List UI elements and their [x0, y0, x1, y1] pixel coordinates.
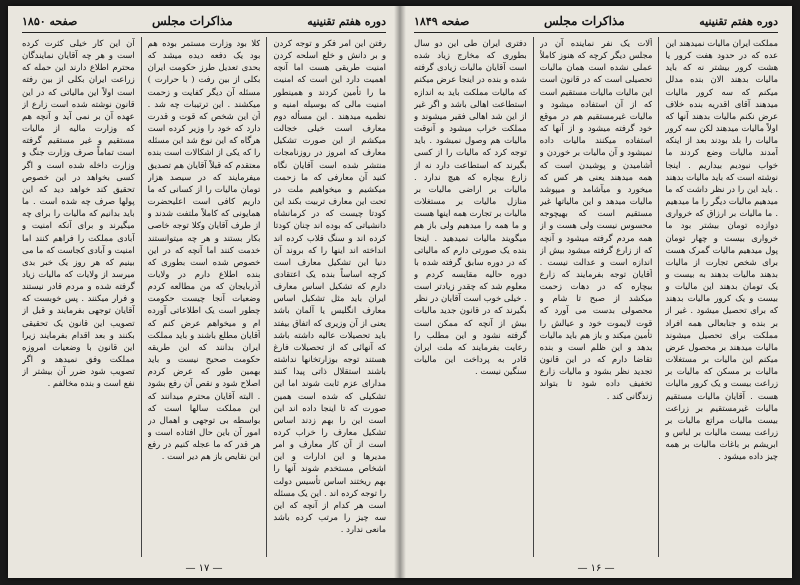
right-column-left: دفتری ایران طی این دو سال بطوری که مخارج زیاد شده است آقایان مالیات زیادی گرفته شده و بنده در اینجا عرض میکنم که مالیات مملکت باید به اندازه استطاعت اهالی باشد و اگر غیر از این شد اهالی فقیر میشوند و مملکت خراب میشود و آنوقت مالیات هم وصول نمیشود . باید توجه کرد که مالیات را از کسی بگیرند که استطاعت دارد نه از زارع بیچاره که هیچ ندارد . مالیات بر اراضی مالیات بر منازل مالیات بر مستغلات مالیات بر تجارت همه اینها هست و ما همه را میدهیم ولی باز هم میگویند مالیات نمیدهید . اینجا بنده یک صورتی دارم که مالیاتی که در دوره سابق گرفته شده با دوره حالیه مقایسه کردم و معلوم شد که چقدر زیادتر است . خیلی خوب است آقایان در نظر بگیرند که در قانون جدید مالیات بیش از آنچه که ممکن است گرفته نشود و این مطلب را رعایت بفرمایند که ملت ایران قادر به پرداخت این مالیات سنگین نیست .: [413, 38, 527, 377]
column-divider: [141, 37, 142, 557]
right-page: [400, 6, 792, 578]
book-spread: [8, 6, 792, 578]
left-page: [8, 6, 400, 578]
left-header-title: مذاکرات مجلس: [151, 14, 233, 28]
left-column-right: رفتن این امر فکر و توجه کردن و بر دانش و خلع اسلحه کردن امنیت طریقی هست اما آنچه اهمیت دارد این است که امنیت ما را تأمین کردند و همینطور امنیت مالی که بوسیله امنیه و نظمیه میدهند . این مسأله دوم معارف است خیلی خجالت میکشم از این صورت تشکیل معارف که امروز در روزنامجات منتشر شده است آقایان نگاه کنید آن معارفی که ما زحمت میکشیم و میخواهیم ملت در تحت این معارف تربیت بکند این کودتا چیست که در کرمانشاه دانشیاتی که بوده اند چنان کودتا کرده اند و سنگ قلاب کرده اند انداخته اند اینها را که بروند آن دنیا این تشکیل معارف است کرچه اساساً بنده یک اعتقادی دارم که تشکیل اساس معارف ایران باید مثل تشکیل اساس معارف انگلیس یا آلمان باشد یعنی از آن وزیری که اتفاق بیفتد باید تحصیلات عالیه داشته باشد که آنهائی که از تحصیلات فارغ هستند توجه بوزارتخانها نداشته باشند استقلال ذاتی پیدا کنند مدارای عزم ثابت شوند اما این تشکیلی که شده است همین صورت که تا اینجا داده اند این است این را بهم زدند اساس تشکیل معارف را خراب کرده است از آن کار معارف و امر مدیرها و این ادارات و این اشخاص مستخدم شوند آنها را بهم ریختند اساس تأسیس دولت را توجه کرده اند . این یک مسئله است هر کدام از آنچه که این سه چیز را مرتب کرده باشد مانعی ندارد .: [273, 38, 386, 535]
left-page-number: صفحه ۱۸۵۰: [22, 15, 78, 28]
book-gutter: [394, 6, 406, 578]
right-session-label: دوره هفتم تقنینیه: [699, 15, 778, 28]
right-columns: [414, 37, 778, 557]
right-page-number: صفحه ۱۸۴۹: [414, 15, 470, 28]
left-session-label: دوره هفتم تقنینیه: [307, 15, 386, 28]
right-running-header: [414, 14, 778, 33]
column-divider: [266, 37, 267, 557]
right-column-right: مملکت ایران مالیات نمیدهند این عده که در حدود هفت کرور یا هشت کرور بیشتر نه که باید مالیات بدهند الان بنده مدلل میکنم که سه کرور مالیات میدهند آقای اقدریه بنده خلاف عرض نکنم مالیات بدهند آنها که اولاً مالیات میدهند لکن سه کرور مالیات را بلد بودند بعد از اینکه آمدند مالیات وضع کردند ما خواب نبودیم بیداریم . اینجا نوشته است که باید مالیات بدهند . باید این را در نظر داشت که ما میدهیم مالیات دیگر را ما میدهیم . ما مالیات بر ارزاق که خرواری دوازده تومان بیشتر بود ما خرواری بیست و چهار تومان پول میدهیم مالیات گمرک هست برای شخص تجارت از مالیات بدهند مالیات بدهند به بیست و یک تومان بدهند این مالیات و بیست و یک کرور مالیات بدهند که برای تحصیل میشود . غیر از بر بنده و جنابعالی همه افراد مملکت برای تحصیل میشوند مالیات میدهند بر محصول عرض میکنم این مالیات بر مستغلات مالیات بر مسکن که مالیات بر زراعت بیست و یک کرور مالیات هست . آقایان مالیات مستقیم مالیات غیرمستقیم بر زراعت بیست مالیات مراتع مالیات بر زراعت بیست مالیات بر لباس و ابریشم بر باغات مالیات بر همه چیز داده میشود .: [665, 38, 778, 462]
right-header-title: مذاکرات مجلس: [543, 14, 625, 28]
left-column-left: آن این کار خیلی کثرت کرده است و هر چه آقایان نمایندگان محترم اطلاع دارند این حمله که زراعت ایران بکلی از بین رفته است اولاً این مالیاتی که در این قانون نوشته شده است زارع از عهده آن بر نمی آید و آنچه هم که وزارت مالیه از مالیات مستقیم و غیر مستقیم گرفته است تماماً صرف وزارت جنگ و وزارت داخله شده است و اگر کسی بخواهد در این خصوص تحقیق کند خواهد دید که این پولها صرف چه شده است . ما باید بدانیم که مالیات را برای چه میگیرند و برای آنکه امنیت و آبادی مملکت را فراهم کنند اما امنیت و آبادی کجاست که ما می بینیم که هر روز یک خبر بدی میرسد از ولایات که مالیات زیاد گرفته شده و مردم قادر نیستند و فرار میکنند . پس خوبست که آقایان توجهی بفرمایند و قبل از تصویب این قانون یک تحقیقی بکنند و بعد اقدام بفرمایند زیرا این قانون با وضعیات امروزه مملکت وفق نمیدهد و اگر تصویب شود ضرر آن بیشتر از نفع است و بنده مخالفم .: [21, 38, 135, 389]
column-divider: [658, 37, 659, 557]
left-folio: — ۱۷ —: [185, 563, 223, 574]
right-column-middle: آلات یک نفر نماینده آن در مجلس دیگر کرچه که هنوز کاملاً عملی نشده است همان مالیات تحصیلی است که در قانون است این مالیات مالیات مستقیم است که از آن استفاده میشود و مالیات غیرمستقیم هم در موقع خود گرفته میشود و از آنها که استفاده میکنند مالیات داده نمیشود و آن مالیات بر خوردن و آشامیدن و پوشیدن است که همه میدهند یعنی هر کس که میخورد و میآشامد و میپوشد مالیات میدهد و این مالیاتها غیر مستقیم است که بهیچوجه محسوس نیست ولی هست و از همه مردم گرفته میشود و آنچه که از زارع گرفته میشود بیش از اندازه است و عدالت نیست . آقایان توجه بفرمایند که زارع بیچاره که در دهات زحمت میکشد از صبح تا شام و محصولی بدست می آورد که قوت لایموت خود و عیالش را تأمین میکند و باز هم باید مالیات بدهد و این ظلم است و بنده تقاضا دارم که در این قانون تجدید نظر بشود و مالیات زارع تخفیف داده شود تا بتواند زندگانی کند .: [539, 38, 653, 401]
right-folio: — ۱۶ —: [577, 563, 615, 574]
left-columns: [22, 37, 386, 557]
column-divider: [533, 37, 534, 557]
left-column-middle: کلا بود وزارت مستمر بوده هم بود یک دفعه دیده میشد که بحدی تعدیل طرز حکومت ایران بکلی از بین رفت ( با حرارت ) مسئله آن دیگر کفایت و زحمت میکشند . این ترتیبات چه شد . آن این شخص که قوت و قدرت دارد که خود را وزیر کرده است هرگاه که این نوع شد این مسئله را که یکی از اشکالات است بنده معتقدم که قبلاً آقایان هم تصدیق میفرمایند که در سیصد هزار تومان مالیات را از کسانی که ما داریم کافی است اعلیحضرت همایونی که کاملاً ملتفت شدند و از طرف آقایان وکلا توجه خاصی بکار بستند و هر چه میتوانستند خدمت کنند اما آنچه که در این خصوص شده است بطوری که بنده اطلاع دارم در ولایات آذربایجان که من مطالعه کردم وضعیات آنجا چیست حکومت چطور است یک اطلاعاتی آورده ام و میخواهم عرض کنم که آقایان مطلع باشند و باید مملکت ایران بدانند که این طریقه حکومت صحیح نیست و باید بهمین طور که عرض کردم اصلاح شود و نقص آن رفع بشود . البته آقایان محترم میدانند که این مملکت سالها است که بواسطه بی توجهی و اهمال در امور آن باین حال افتاده است و هر قدر که ما عجله کنیم در رفع این نقایص باز هم دیر است .: [147, 38, 261, 462]
left-running-header: [22, 14, 386, 33]
